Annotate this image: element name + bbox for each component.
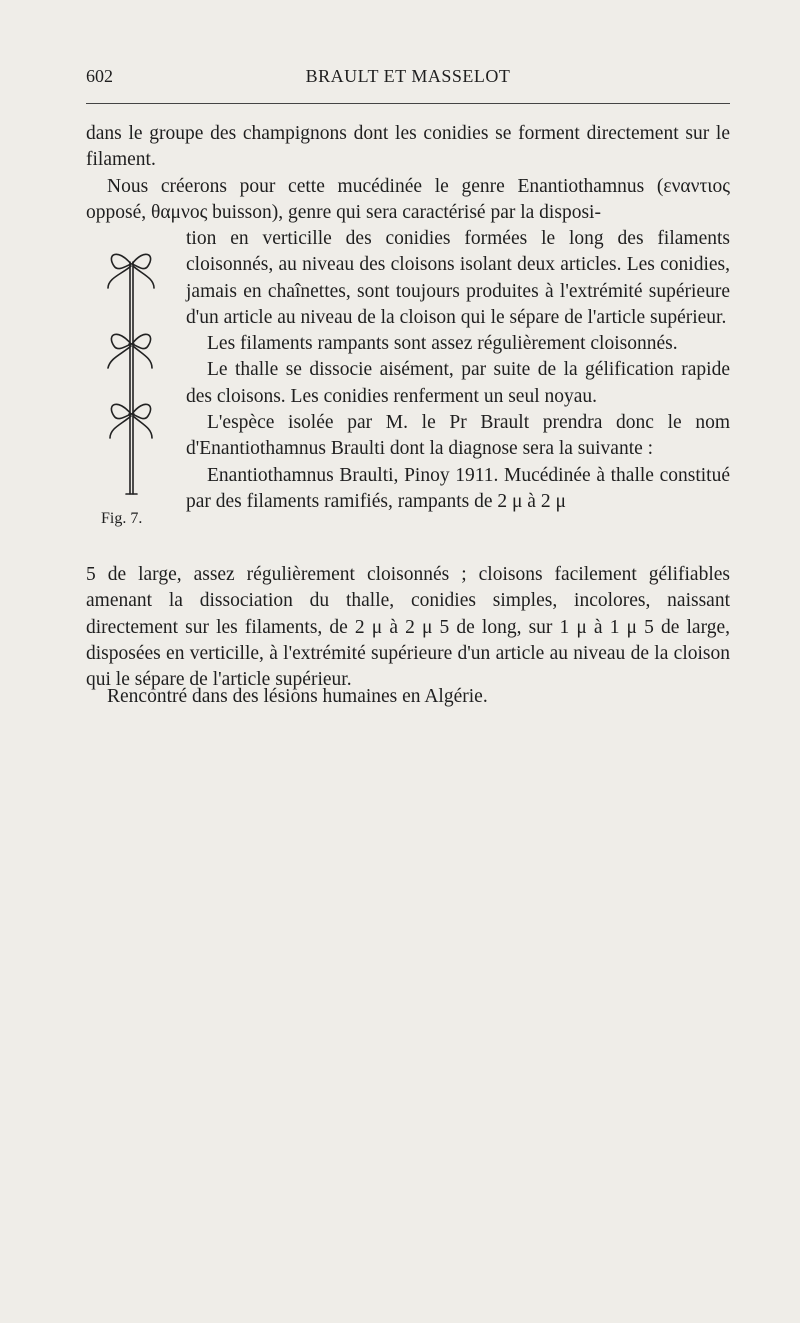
paragraph-7: Rencontré dans des lésions humaines en Algérie. <box>107 686 488 707</box>
paragraph-6-full: 5 de large, assez régulièrement cloisonnés ; cloisons facilement gélifiables amenant la dissociation du thalle, conidies simples, incolores, naissant directement sur les filaments, de 2 μ à 2 μ 5 de long, sur 1 μ à 1 μ 5 de large, disposées en verticille, à l'extrémité supérieure d'un article au niveau de la cloison qui le sépare de l'article supérieur. <box>86 564 730 691</box>
paragraph-2-full: Nous créerons pour cette mucédinée le genre Enantiothamnus (εναντιος opposé, θαμνος buisson), genre qui sera caractérisé par la disposi- <box>86 176 730 224</box>
paragraph-1: dans le groupe des champignons dont les conidies se forment directement sur le filament. <box>86 123 730 171</box>
running-title: BRAULT ET MASSELOT <box>305 66 511 86</box>
figure-caption: Fig. 7. <box>101 510 143 527</box>
narrow-column <box>186 226 730 515</box>
paragraph-3: Les filaments rampants sont assez régulièrement cloisonnés. <box>207 333 678 355</box>
page-header <box>86 66 730 96</box>
conidiophore-drawing-icon <box>100 244 160 504</box>
header-rule <box>86 103 730 104</box>
paragraph-2-narrow: tion en verticille des conidies formées le long des filaments cloisonnés, au niveau des cloisons isolant deux articles. Les conidies, jamais en chaînettes, sont toujours produites à l'extrémité supérieure d'un article au niveau de la cloison qui le sépare de l'article supérieur. <box>186 228 730 328</box>
paragraph-4: Le thalle se dissocie aisément, par suite de la gélification rapide des cloisons. Les conidies renferment un seul noyau. <box>186 359 730 407</box>
page-number: 602 <box>86 66 113 86</box>
paragraph-6-narrow: Enantiothamnus Braulti, Pinoy 1911. Mucédinée à thalle constitué par des filaments ramifiés, rampants de 2 μ à 2 μ <box>186 464 730 512</box>
paragraph-5: L'espèce isolée par M. le Pr Brault prendra donc le nom d'Enantiothamnus Braulti dont la diagnose sera la suivante : <box>186 412 730 460</box>
